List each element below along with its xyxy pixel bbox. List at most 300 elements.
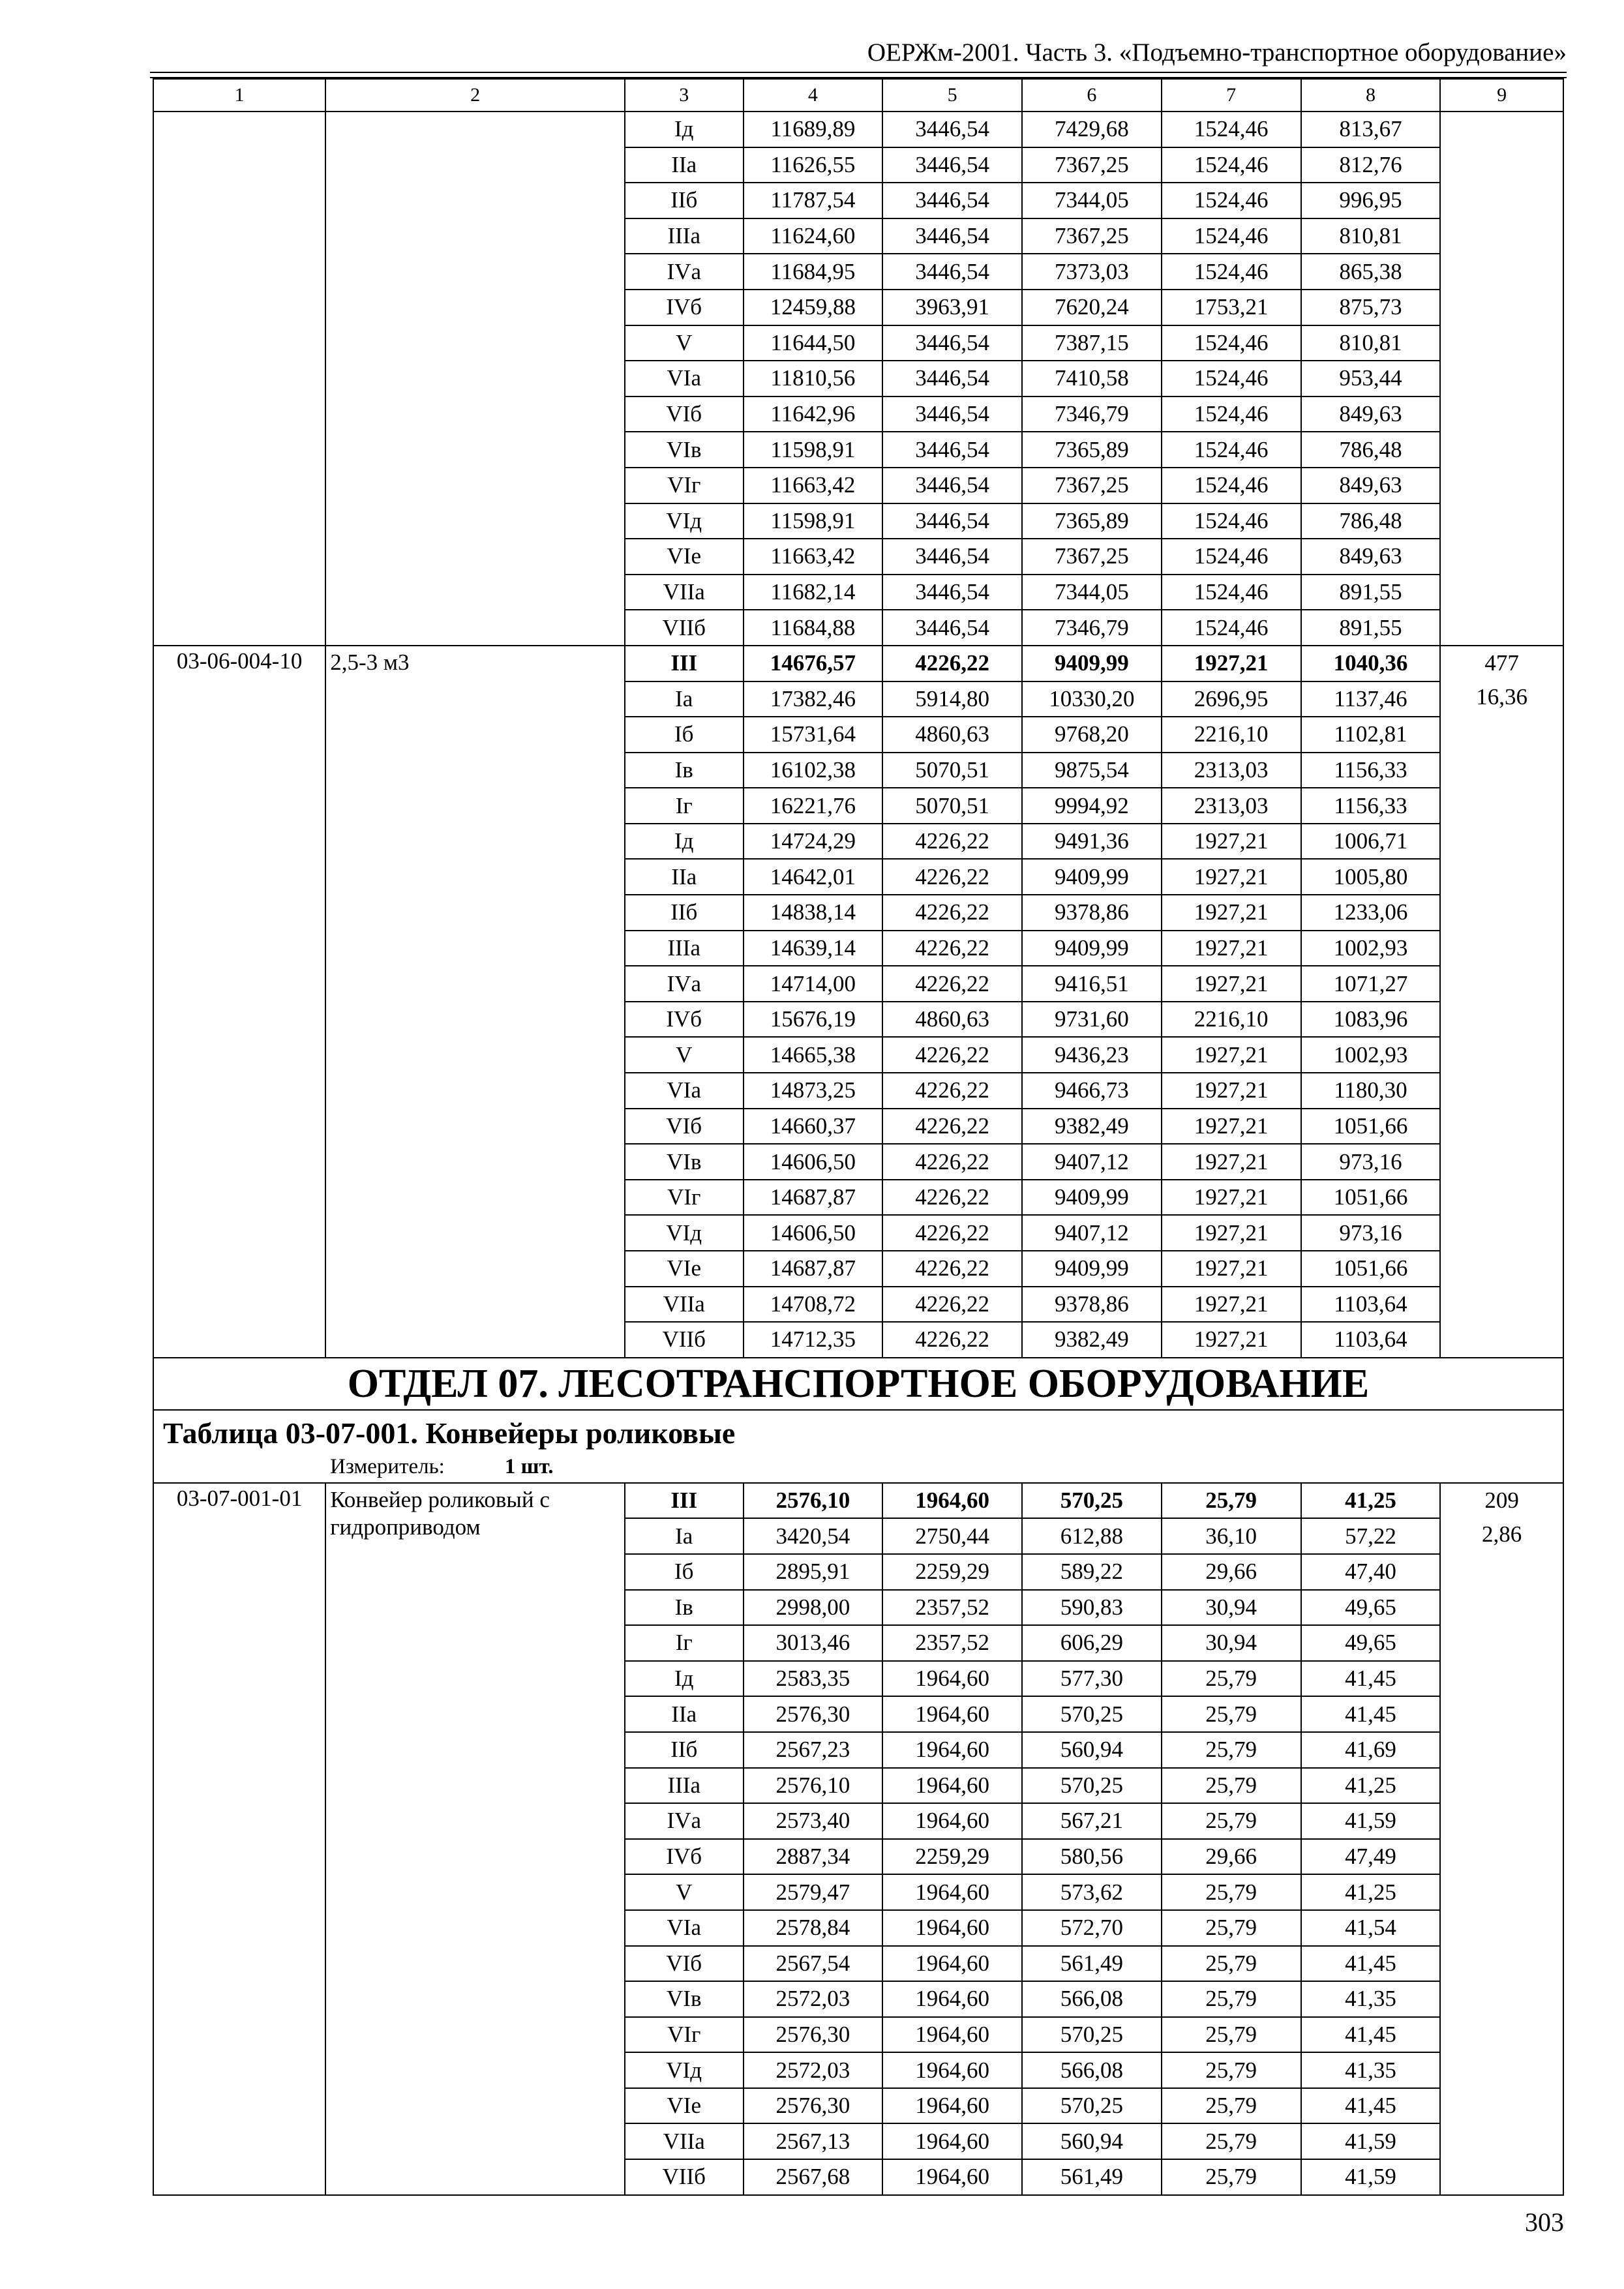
zone-code: VIе <box>625 1251 744 1287</box>
cost-value: 25,79 <box>1162 2123 1301 2159</box>
cost-value: 1524,46 <box>1162 218 1301 254</box>
cost-value: 41,45 <box>1301 1661 1441 1697</box>
cost-value: 15731,64 <box>744 717 883 753</box>
caption-row <box>153 1410 1563 1483</box>
column-number: 9 <box>1440 79 1563 112</box>
cost-value: 3446,54 <box>882 254 1022 290</box>
cost-value: 41,59 <box>1301 1803 1441 1839</box>
zone-code: IVа <box>625 1803 744 1839</box>
cost-value: 2567,23 <box>744 1732 883 1768</box>
cost-value: 1156,33 <box>1301 753 1441 788</box>
cost-value: 2567,54 <box>744 1946 883 1982</box>
column-number: 1 <box>153 79 325 112</box>
cost-value: 29,66 <box>1162 1554 1301 1590</box>
cost-value: 2887,34 <box>744 1839 883 1875</box>
cost-value: 1964,60 <box>882 1483 1022 1519</box>
cost-value: 1753,21 <box>1162 290 1301 325</box>
cost-value: 25,79 <box>1162 1732 1301 1768</box>
cost-value: 4226,22 <box>882 1109 1022 1144</box>
cost-value: 849,63 <box>1301 539 1441 575</box>
cost-value: 29,66 <box>1162 1839 1301 1875</box>
cost-value: 560,94 <box>1022 2123 1162 2159</box>
zone-code: VIIа <box>625 575 744 610</box>
cost-value: 36,10 <box>1162 1518 1301 1554</box>
cost-value: 41,25 <box>1301 1768 1441 1804</box>
cost-value: 7365,89 <box>1022 503 1162 539</box>
cost-value: 1927,21 <box>1162 1251 1301 1287</box>
cost-value: 49,65 <box>1301 1625 1441 1661</box>
cost-value: 9407,12 <box>1022 1215 1162 1251</box>
cost-value: 11626,55 <box>744 147 883 183</box>
cost-value: 891,55 <box>1301 610 1441 646</box>
cost-value: 9409,99 <box>1022 1180 1162 1216</box>
cost-value: 30,94 <box>1162 1590 1301 1626</box>
zone-code: IIIа <box>625 1768 744 1804</box>
cost-value: 4226,22 <box>882 966 1022 1002</box>
rate-name: Конвейер роликовый с гидроприводом <box>325 1483 625 2195</box>
extra-value: 2,86 <box>1482 1521 1522 1547</box>
cost-value: 9378,86 <box>1022 895 1162 931</box>
cost-value: 14687,87 <box>744 1251 883 1287</box>
cost-value: 1964,60 <box>882 2159 1022 2195</box>
zone-code: IIIа <box>625 931 744 966</box>
zone-code: Iд <box>625 112 744 147</box>
extra-values <box>1440 646 1563 1358</box>
cost-value: 1927,21 <box>1162 1037 1301 1073</box>
cost-value: 2895,91 <box>744 1554 883 1590</box>
cost-value: 2576,10 <box>744 1768 883 1804</box>
cost-value: 1083,96 <box>1301 1002 1441 1038</box>
cost-value: 812,76 <box>1301 147 1441 183</box>
zone-code: VIд <box>625 1215 744 1251</box>
cost-value: 2578,84 <box>744 1910 883 1946</box>
zone-code: III <box>625 646 744 681</box>
zone-code: Iг <box>625 788 744 824</box>
zone-code: Iа <box>625 681 744 717</box>
cost-value: 3446,54 <box>882 610 1022 646</box>
cost-value: 47,40 <box>1301 1554 1441 1590</box>
cost-value: 1964,60 <box>882 1803 1022 1839</box>
cost-value: 1137,46 <box>1301 681 1441 717</box>
cost-value: 2750,44 <box>882 1518 1022 1554</box>
zone-code: IVб <box>625 1002 744 1038</box>
column-number: 5 <box>882 79 1022 112</box>
cost-value: 14606,50 <box>744 1215 883 1251</box>
cost-value: 2313,03 <box>1162 753 1301 788</box>
zone-code: VIг <box>625 2017 744 2053</box>
cost-value: 10330,20 <box>1022 681 1162 717</box>
zone-code: IIа <box>625 147 744 183</box>
cost-value: 1927,21 <box>1162 1073 1301 1109</box>
cost-value: 4226,22 <box>882 931 1022 966</box>
cost-value: 2572,03 <box>744 1981 883 2017</box>
cost-value: 11644,50 <box>744 325 883 361</box>
cost-value: 612,88 <box>1022 1518 1162 1554</box>
cost-value: 16102,38 <box>744 753 883 788</box>
cost-value: 7367,25 <box>1022 218 1162 254</box>
cost-value: 9491,36 <box>1022 824 1162 860</box>
cost-value: 2357,52 <box>882 1625 1022 1661</box>
cost-value: 3446,54 <box>882 432 1022 468</box>
cost-value: 4226,22 <box>882 895 1022 931</box>
column-number: 2 <box>325 79 625 112</box>
cost-value: 3963,91 <box>882 290 1022 325</box>
cost-value: 11682,14 <box>744 575 883 610</box>
cost-value: 1927,21 <box>1162 1180 1301 1216</box>
rate-name <box>325 112 625 646</box>
zone-code: VIе <box>625 2088 744 2124</box>
cost-value: 25,79 <box>1162 1946 1301 1982</box>
cost-value: 41,69 <box>1301 1732 1441 1768</box>
cost-value: 1964,60 <box>882 1981 1022 2017</box>
cost-value: 25,79 <box>1162 1768 1301 1804</box>
cost-value: 41,54 <box>1301 1910 1441 1946</box>
cost-value: 2579,47 <box>744 1874 883 1910</box>
rate-code: 03-07-001-01 <box>153 1483 325 2195</box>
cost-value: 561,49 <box>1022 1946 1162 1982</box>
extra-value: 16,36 <box>1476 683 1528 710</box>
cost-value: 1102,81 <box>1301 717 1441 753</box>
cost-value: 973,16 <box>1301 1144 1441 1180</box>
cost-value: 953,44 <box>1301 361 1441 396</box>
cost-value: 810,81 <box>1301 218 1441 254</box>
cost-value: 573,62 <box>1022 1874 1162 1910</box>
cost-value: 11598,91 <box>744 503 883 539</box>
cost-value: 4226,22 <box>882 1144 1022 1180</box>
column-number: 8 <box>1301 79 1441 112</box>
cost-value: 11787,54 <box>744 183 883 218</box>
cost-value: 580,56 <box>1022 1839 1162 1875</box>
cost-value: 41,45 <box>1301 1696 1441 1732</box>
cost-value: 25,79 <box>1162 2159 1301 2195</box>
zone-code: Iд <box>625 824 744 860</box>
zone-code: VIг <box>625 1180 744 1216</box>
cost-value: 1524,46 <box>1162 147 1301 183</box>
cost-value: 14714,00 <box>744 966 883 1002</box>
cost-value: 3446,54 <box>882 361 1022 396</box>
zone-code: V <box>625 1874 744 1910</box>
cost-value: 561,49 <box>1022 2159 1162 2195</box>
cost-value: 4226,22 <box>882 1180 1022 1216</box>
cost-value: 1524,46 <box>1162 112 1301 147</box>
cost-value: 9409,99 <box>1022 646 1162 681</box>
cost-value: 3446,54 <box>882 468 1022 503</box>
zone-code: Iб <box>625 1554 744 1590</box>
cost-value: 1927,21 <box>1162 859 1301 895</box>
zone-code: IVб <box>625 290 744 325</box>
zone-code: IIIа <box>625 218 744 254</box>
zone-code: VIа <box>625 1910 744 1946</box>
cost-value: 12459,88 <box>744 290 883 325</box>
cost-value: 1927,21 <box>1162 824 1301 860</box>
cost-value: 606,29 <box>1022 1625 1162 1661</box>
cost-value: 7344,05 <box>1022 575 1162 610</box>
cost-value: 7620,24 <box>1022 290 1162 325</box>
cost-value: 570,25 <box>1022 1768 1162 1804</box>
meter <box>163 1454 1554 1480</box>
cost-value: 849,63 <box>1301 396 1441 432</box>
cost-value: 1927,21 <box>1162 646 1301 681</box>
zone-code: IIб <box>625 1732 744 1768</box>
cost-value: 9731,60 <box>1022 1002 1162 1038</box>
cost-value: 1964,60 <box>882 1874 1022 1910</box>
zone-code: VIв <box>625 1144 744 1180</box>
zone-code: IIа <box>625 859 744 895</box>
cost-value: 1927,21 <box>1162 1215 1301 1251</box>
cost-value: 1927,21 <box>1162 966 1301 1002</box>
cost-value: 4226,22 <box>882 1322 1022 1358</box>
cost-value: 1006,71 <box>1301 824 1441 860</box>
cost-value: 2576,10 <box>744 1483 883 1519</box>
cost-value: 1180,30 <box>1301 1073 1441 1109</box>
cost-value: 560,94 <box>1022 1732 1162 1768</box>
cost-value: 1964,60 <box>882 1732 1022 1768</box>
cost-value: 17382,46 <box>744 681 883 717</box>
cost-value: 3446,54 <box>882 325 1022 361</box>
column-number: 7 <box>1162 79 1301 112</box>
cost-value: 1524,46 <box>1162 432 1301 468</box>
cost-value: 3013,46 <box>744 1625 883 1661</box>
cost-value: 1964,60 <box>882 1946 1022 1982</box>
cost-value: 2313,03 <box>1162 788 1301 824</box>
cost-value: 25,79 <box>1162 1981 1301 2017</box>
cost-value: 1964,60 <box>882 1768 1022 1804</box>
cost-value: 2259,29 <box>882 1554 1022 1590</box>
cost-value: 4226,22 <box>882 824 1022 860</box>
cost-value: 3446,54 <box>882 112 1022 147</box>
cost-value: 30,94 <box>1162 1625 1301 1661</box>
cost-value: 11642,96 <box>744 396 883 432</box>
cost-value: 9407,12 <box>1022 1144 1162 1180</box>
cost-value: 2696,95 <box>1162 681 1301 717</box>
cost-value: 7344,05 <box>1022 183 1162 218</box>
extra-values <box>1440 1483 1563 2195</box>
cost-value: 25,79 <box>1162 2017 1301 2053</box>
extra-values <box>1440 112 1563 646</box>
cost-value: 11598,91 <box>744 432 883 468</box>
cost-value: 14687,87 <box>744 1180 883 1216</box>
zone-code: VIд <box>625 2052 744 2088</box>
cost-value: 1964,60 <box>882 2123 1022 2159</box>
cost-value: 1233,06 <box>1301 895 1441 931</box>
zone-code: VIв <box>625 1981 744 2017</box>
table-body <box>153 79 1563 2195</box>
cost-value: 5914,80 <box>882 681 1022 717</box>
cost-value: 2998,00 <box>744 1590 883 1626</box>
cost-value: 875,73 <box>1301 290 1441 325</box>
cost-value: 1524,46 <box>1162 396 1301 432</box>
cost-value: 7365,89 <box>1022 432 1162 468</box>
cost-value: 7367,25 <box>1022 468 1162 503</box>
cost-value: 4226,22 <box>882 1251 1022 1287</box>
cost-value: 9409,99 <box>1022 859 1162 895</box>
cost-value: 11810,56 <box>744 361 883 396</box>
cost-value: 1927,21 <box>1162 931 1301 966</box>
cost-value: 570,25 <box>1022 2017 1162 2053</box>
cost-value: 2357,52 <box>882 1590 1022 1626</box>
cost-value: 3446,54 <box>882 396 1022 432</box>
zone-code: IIб <box>625 895 744 931</box>
cost-value: 7410,58 <box>1022 361 1162 396</box>
cost-value: 4226,22 <box>882 1287 1022 1323</box>
cost-value: 865,38 <box>1301 254 1441 290</box>
cost-value: 1964,60 <box>882 1661 1022 1697</box>
cost-value: 1005,80 <box>1301 859 1441 895</box>
cost-value: 4226,22 <box>882 1073 1022 1109</box>
zone-code: VIд <box>625 503 744 539</box>
cost-value: 11684,95 <box>744 254 883 290</box>
cost-value: 14665,38 <box>744 1037 883 1073</box>
cost-value: 1524,46 <box>1162 610 1301 646</box>
cost-value: 996,95 <box>1301 183 1441 218</box>
cost-value: 14642,01 <box>744 859 883 895</box>
cost-value: 2576,30 <box>744 2088 883 2124</box>
cost-value: 3446,54 <box>882 575 1022 610</box>
cost-value: 14660,37 <box>744 1109 883 1144</box>
price-table <box>153 78 1564 2196</box>
cost-value: 7367,25 <box>1022 147 1162 183</box>
cost-value: 2572,03 <box>744 2052 883 2088</box>
extra-value: 209 <box>1484 1487 1519 1513</box>
zone-code: VIб <box>625 396 744 432</box>
zone-code: IVа <box>625 966 744 1002</box>
cost-value: 14606,50 <box>744 1144 883 1180</box>
section-row <box>153 1358 1563 1410</box>
zone-code: VIв <box>625 432 744 468</box>
cost-value: 25,79 <box>1162 1483 1301 1519</box>
cost-value: 2583,35 <box>744 1661 883 1697</box>
zone-code: VIб <box>625 1109 744 1144</box>
cost-value: 5070,51 <box>882 788 1022 824</box>
cost-value: 1002,93 <box>1301 931 1441 966</box>
zone-code: Iг <box>625 1625 744 1661</box>
cost-value: 1051,66 <box>1301 1180 1441 1216</box>
table-caption <box>153 1410 1563 1483</box>
table-title: Таблица 03-07-001. Конвейеры роликовые <box>163 1416 736 1450</box>
cost-value: 570,25 <box>1022 1696 1162 1732</box>
table-row <box>153 112 1563 147</box>
cost-value: 57,22 <box>1301 1518 1441 1554</box>
cost-value: 1040,36 <box>1301 646 1441 681</box>
cost-value: 14724,29 <box>744 824 883 860</box>
cost-value: 2259,29 <box>882 1839 1022 1875</box>
cost-value: 2576,30 <box>744 2017 883 2053</box>
page-number: 303 <box>1525 2207 1564 2237</box>
cost-value: 25,79 <box>1162 1803 1301 1839</box>
cost-value: 1964,60 <box>882 1910 1022 1946</box>
zone-code: VIа <box>625 1073 744 1109</box>
cost-value: 9409,99 <box>1022 931 1162 966</box>
cost-value: 570,25 <box>1022 2088 1162 2124</box>
cost-value: 3446,54 <box>882 539 1022 575</box>
cost-value: 577,30 <box>1022 1661 1162 1697</box>
cost-value: 49,65 <box>1301 1590 1441 1626</box>
cost-value: 567,21 <box>1022 1803 1162 1839</box>
cost-value: 3446,54 <box>882 147 1022 183</box>
zone-code: VIIа <box>625 1287 744 1323</box>
cost-value: 810,81 <box>1301 325 1441 361</box>
cost-value: 1156,33 <box>1301 788 1441 824</box>
cost-value: 1524,46 <box>1162 254 1301 290</box>
meter-label: Измеритель: <box>330 1454 445 1478</box>
cost-value: 9416,51 <box>1022 966 1162 1002</box>
cost-value: 25,79 <box>1162 2052 1301 2088</box>
running-header <box>150 34 1567 73</box>
cost-value: 1524,46 <box>1162 575 1301 610</box>
cost-value: 849,63 <box>1301 468 1441 503</box>
cost-value: 1524,46 <box>1162 468 1301 503</box>
cost-value: 41,45 <box>1301 2088 1441 2124</box>
cost-value: 11663,42 <box>744 539 883 575</box>
cost-value: 3446,54 <box>882 503 1022 539</box>
cost-value: 589,22 <box>1022 1554 1162 1590</box>
cost-value: 891,55 <box>1301 575 1441 610</box>
cost-value: 7346,79 <box>1022 396 1162 432</box>
cost-value: 1964,60 <box>882 2088 1022 2124</box>
cost-value: 9994,92 <box>1022 788 1162 824</box>
cost-value: 9768,20 <box>1022 717 1162 753</box>
zone-code: VIб <box>625 1946 744 1982</box>
zone-code: VIIб <box>625 610 744 646</box>
cost-value: 1103,64 <box>1301 1322 1441 1358</box>
cost-value: 7429,68 <box>1022 112 1162 147</box>
cost-value: 5070,51 <box>882 753 1022 788</box>
cost-value: 25,79 <box>1162 1874 1301 1910</box>
cost-value: 9409,99 <box>1022 1251 1162 1287</box>
cost-value: 25,79 <box>1162 2088 1301 2124</box>
cost-value: 1927,21 <box>1162 1144 1301 1180</box>
cost-value: 9466,73 <box>1022 1073 1162 1109</box>
cost-value: 25,79 <box>1162 1661 1301 1697</box>
zone-code: IVб <box>625 1839 744 1875</box>
zone-code: VIIб <box>625 1322 744 1358</box>
cost-value: 1524,46 <box>1162 539 1301 575</box>
cost-value: 2216,10 <box>1162 1002 1301 1038</box>
header-title: ОЕРЖм-2001. Часть 3. «Подъемно-транспортное оборудование» <box>867 38 1567 67</box>
cost-value: 1964,60 <box>882 2017 1022 2053</box>
cost-value: 3446,54 <box>882 218 1022 254</box>
zone-code: Iв <box>625 1590 744 1626</box>
rate-name: 2,5-3 м3 <box>325 646 625 1358</box>
cost-value: 2573,40 <box>744 1803 883 1839</box>
cost-value: 14708,72 <box>744 1287 883 1323</box>
cost-value: 2567,13 <box>744 2123 883 2159</box>
extra-value: 477 <box>1484 650 1519 676</box>
cost-value: 41,25 <box>1301 1874 1441 1910</box>
cost-value: 7367,25 <box>1022 539 1162 575</box>
column-number: 3 <box>625 79 744 112</box>
cost-value: 11689,89 <box>744 112 883 147</box>
cost-value: 786,48 <box>1301 432 1441 468</box>
cost-value: 1964,60 <box>882 2052 1022 2088</box>
zone-code: V <box>625 1037 744 1073</box>
rate-code <box>153 112 325 646</box>
cost-value: 1103,64 <box>1301 1287 1441 1323</box>
cost-value: 2216,10 <box>1162 717 1301 753</box>
zone-code: VIIа <box>625 2123 744 2159</box>
cost-value: 47,49 <box>1301 1839 1441 1875</box>
cost-value: 1524,46 <box>1162 361 1301 396</box>
zone-code: III <box>625 1483 744 1519</box>
cost-value: 4226,22 <box>882 859 1022 895</box>
cost-value: 1964,60 <box>882 1696 1022 1732</box>
cost-value: 4226,22 <box>882 1037 1022 1073</box>
cost-value: 1927,21 <box>1162 895 1301 931</box>
cost-value: 4226,22 <box>882 1215 1022 1251</box>
cost-value: 2576,30 <box>744 1696 883 1732</box>
cost-value: 14676,57 <box>744 646 883 681</box>
cost-value: 1927,21 <box>1162 1322 1301 1358</box>
